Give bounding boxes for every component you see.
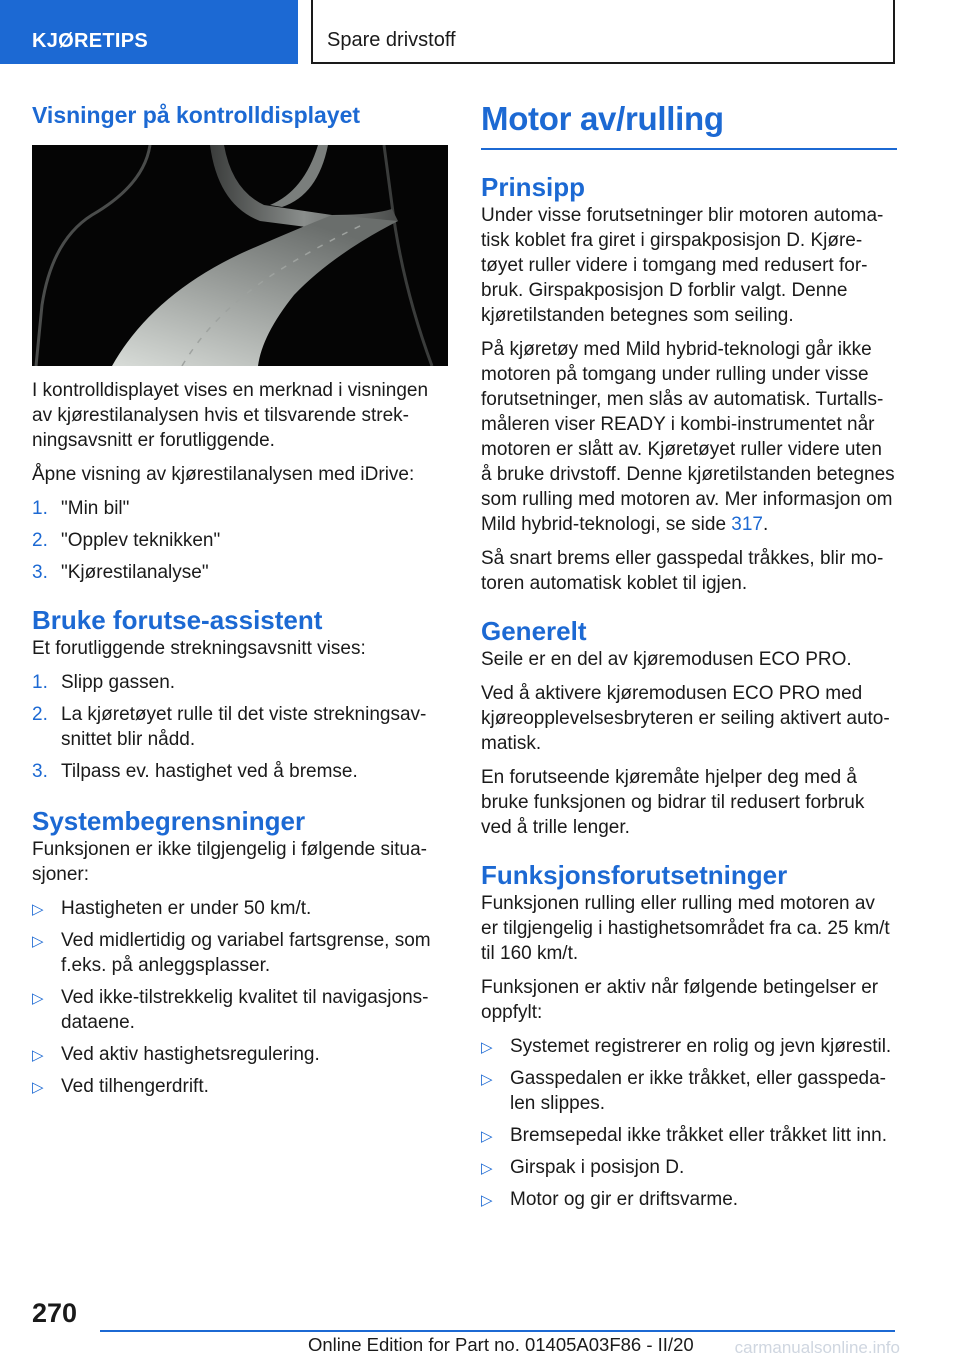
left-column bbox=[32, 102, 450, 1106]
list-item: 1. Slipp gassen. bbox=[32, 672, 176, 693]
general-paragraph-2: Ved å aktivere kjøremodusen ECO PRO med kjøreopplevelsesbryteren er seiling aktivert automatisk. bbox=[481, 683, 890, 754]
chapter-title: Spare drivstoff bbox=[311, 0, 895, 64]
list-item: 3. Tilpass ev. hastighet ved å bremse. bbox=[32, 761, 358, 782]
requirements-list bbox=[481, 1034, 897, 1212]
principle-heading: Prinsipp bbox=[481, 172, 586, 202]
step-number: 3. bbox=[32, 761, 48, 782]
bullet-icon: ▷ bbox=[481, 1128, 493, 1145]
list-item: 1. "Min bil" bbox=[32, 498, 130, 519]
step-number: 1. bbox=[32, 672, 48, 693]
section-tab: KJØRETIPS bbox=[0, 0, 298, 64]
limits-heading: Systembegrensninger bbox=[32, 806, 306, 836]
list-item: ▷ Girspak i posisjon D. bbox=[481, 1155, 897, 1180]
list-item: ▷ Ved tilhengerdrift. bbox=[32, 1074, 450, 1099]
list-item: ▷ Hastigheten er under 50 km/t. bbox=[32, 896, 450, 921]
bullet-icon: ▷ bbox=[32, 990, 44, 1007]
list-item: ▷ Ved ikke-tilstrekkelig kvalitet til navigasjonsdataene. bbox=[32, 987, 429, 1033]
forecast-steps bbox=[32, 670, 450, 784]
page-number: 270 bbox=[32, 1298, 78, 1328]
step-number: 1. bbox=[32, 498, 48, 519]
principle-paragraph: Under visse forutsetninger blir motoren automatisk koblet fra giret i girspakposisjon D. Kjøretøyet ruller videre i tomgang med redusert forbruk. Girspakposisjon D forblir valgt. Denne kjøretilstanden betegnes som seiling. bbox=[481, 205, 884, 326]
bullet-icon: ▷ bbox=[32, 1047, 44, 1064]
list-item: 2. "Opplev teknikken" bbox=[32, 530, 221, 551]
general-heading: Generelt bbox=[481, 616, 587, 646]
bullet-icon: ▷ bbox=[481, 1160, 493, 1177]
forecast-paragraph: Et forutliggende strekningsavsnitt vises: bbox=[32, 638, 366, 659]
list-item: 3. "Kjørestilanalyse" bbox=[32, 562, 209, 583]
list-item: ▷ Ved midlertidig og variabel fartsgrense, som f.eks. på anleggsplasser. bbox=[32, 930, 431, 976]
bullet-icon: ▷ bbox=[32, 901, 44, 918]
road-display-image bbox=[32, 145, 448, 366]
list-item: ▷ Gasspedalen er ikke tråkket, eller gasspedalen slippes. bbox=[481, 1068, 886, 1114]
main-heading: Motor av/rulling bbox=[481, 100, 897, 150]
requirements-paragraph-2: Funksjonen er aktiv når følgende betingelser er oppfylt: bbox=[481, 977, 879, 1023]
idrive-steps bbox=[32, 496, 450, 585]
intro-paragraph: I kontrolldisplayet vises en merknad i visningen av kjørestilanalysen hvis et tilsvarende strekningsavsnitt er forutliggende. bbox=[32, 380, 429, 451]
display-heading: Visninger på kontrolldisplayet bbox=[32, 102, 361, 128]
bullet-icon: ▷ bbox=[32, 933, 44, 950]
list-item: ▷ Bremsepedal ikke tråkket eller tråkket litt inn. bbox=[481, 1123, 897, 1148]
mild-hybrid-paragraph: På kjøretøy med Mild hybrid-teknologi går ikke motoren på tomgang under rulling under visse forutsetninger, men slås av automatisk. Turtallsmåleren viser READY i kombi-instrumentet når motoren er slått av. Kjøretøyet ruller videre uten å bruke drivstoff. Denne kjøretilstanden betegnes som rulling med motoren av. Mer informasjon om Mild hybrid-teknologi, se side 317. bbox=[481, 339, 895, 535]
general-paragraph-3: En forutseende kjøremåte hjelper deg med å bruke funksjonen og bidrar til redusert forbruk ved å trille lenger. bbox=[481, 767, 865, 838]
bullet-icon: ▷ bbox=[481, 1039, 493, 1056]
road-graphic bbox=[32, 145, 448, 366]
list-item: 2. La kjøretøyet rulle til det viste strekningsavsnittet blir nådd. bbox=[32, 704, 427, 750]
list-item: ▷ Motor og gir er driftsvarme. bbox=[481, 1187, 897, 1212]
footer-divider bbox=[100, 1330, 895, 1332]
step-number: 3. bbox=[32, 562, 48, 583]
limits-paragraph: Funksjonen er ikke tilgjengelig i følgende situasjoner: bbox=[32, 839, 427, 885]
right-column bbox=[481, 100, 897, 1219]
bullet-icon: ▷ bbox=[481, 1071, 493, 1088]
step-number: 2. bbox=[32, 530, 48, 551]
requirements-heading: Funksjonsforutsetninger bbox=[481, 860, 788, 890]
forecast-heading: Bruke forutse-assistent bbox=[32, 605, 323, 635]
bullet-icon: ▷ bbox=[481, 1192, 493, 1209]
list-item: ▷ Systemet registrerer en rolig og jevn kjørestil. bbox=[481, 1034, 897, 1059]
bullet-icon: ▷ bbox=[32, 1079, 44, 1096]
step-number: 2. bbox=[32, 704, 48, 725]
requirements-paragraph-1: Funksjonen rulling eller rulling med motoren av er tilgjengelig i hastighetsområdet fra ca. 25 km/t til 160 km/t. bbox=[481, 893, 890, 964]
limits-list bbox=[32, 896, 450, 1099]
page-link[interactable]: 317 bbox=[731, 514, 763, 535]
list-item: ▷ Ved aktiv hastighetsregulering. bbox=[32, 1042, 450, 1067]
reconnect-paragraph: Så snart brems eller gasspedal tråkkes, blir motoren automatisk koblet til igjen. bbox=[481, 548, 884, 594]
watermark: carmanualsonline.info bbox=[734, 1338, 900, 1357]
general-paragraph-1: Seile er en del av kjøremodusen ECO PRO. bbox=[481, 649, 852, 670]
edition-text: Online Edition for Part no. 01405A03F86 - II/20 bbox=[308, 1334, 694, 1355]
idrive-paragraph: Åpne visning av kjørestilanalysen med iDrive: bbox=[32, 464, 415, 485]
